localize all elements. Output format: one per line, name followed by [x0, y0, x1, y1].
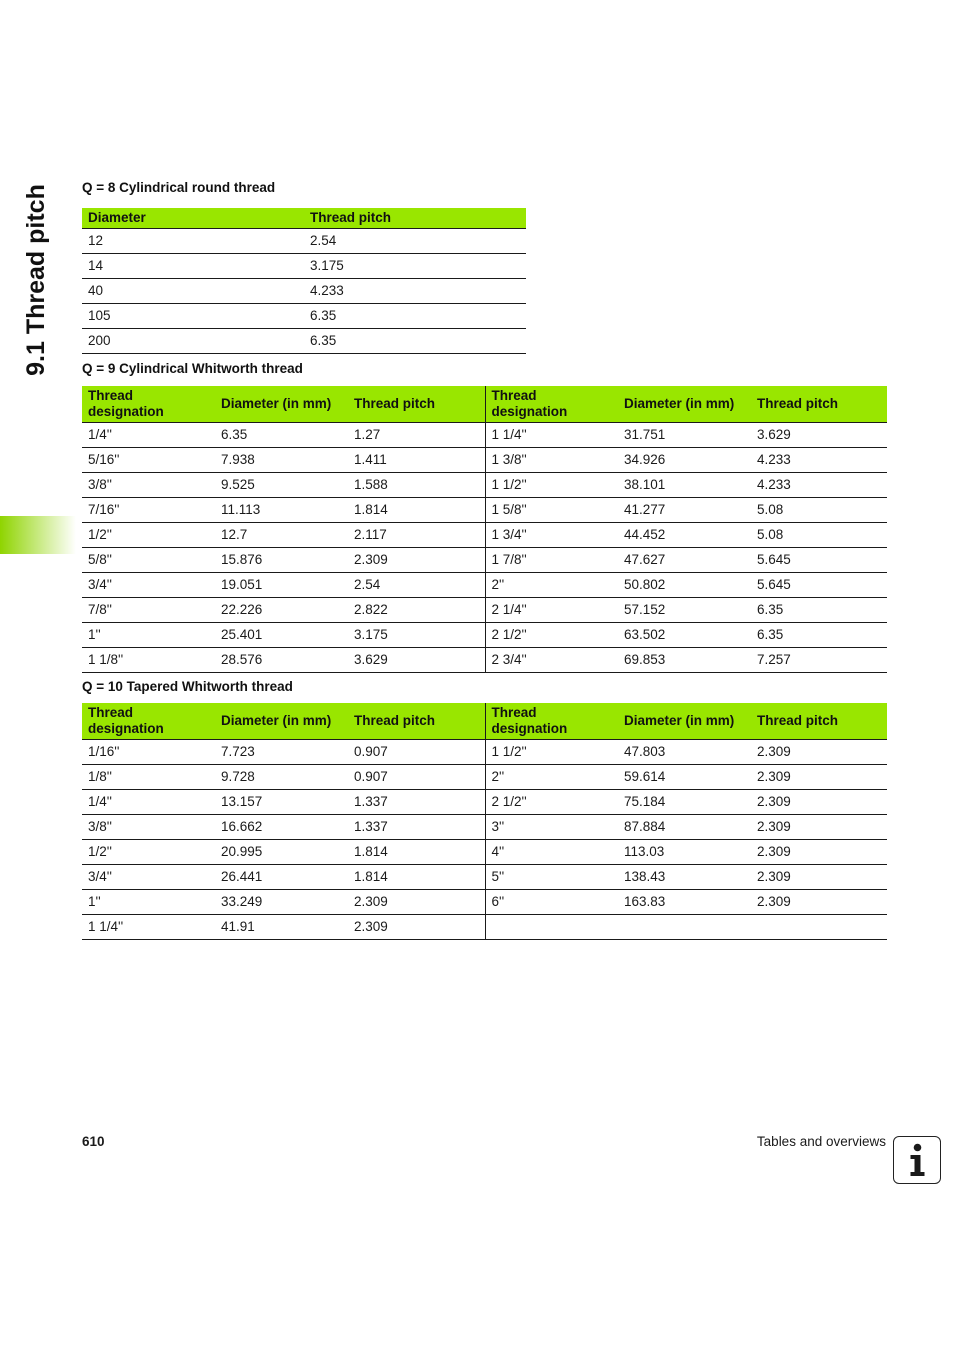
table-cell: 34.926 — [618, 448, 751, 473]
table-row — [82, 598, 887, 623]
table-cell: 25.401 — [215, 623, 348, 648]
section-label: Tables and overviews — [756, 1134, 886, 1149]
table-cell: 3.629 — [751, 423, 887, 448]
table-cell: 16.662 — [215, 815, 348, 840]
table-row — [82, 865, 887, 890]
header-thread-pitch: Thread pitch — [751, 703, 887, 740]
table-row — [82, 648, 887, 673]
table-cell: 7/8'' — [82, 598, 215, 623]
table-row — [82, 304, 526, 329]
table-cell: 2.822 — [348, 598, 485, 623]
table-cell: 20.995 — [215, 840, 348, 865]
table-row — [82, 815, 887, 840]
table-cell: 0.907 — [348, 765, 485, 790]
table-row — [82, 840, 887, 865]
table-cell: 2'' — [485, 573, 618, 598]
table-cell: 2.309 — [751, 765, 887, 790]
table-cell: 44.452 — [618, 523, 751, 548]
table-cell: 2.309 — [348, 548, 485, 573]
table-row — [82, 254, 526, 279]
table-cell: 9.728 — [215, 765, 348, 790]
table-cell: 69.853 — [618, 648, 751, 673]
table2-caption: Q = 9 Cylindrical Whitworth thread — [82, 361, 303, 376]
table-cell: 15.876 — [215, 548, 348, 573]
table-cell: 2.117 — [348, 523, 485, 548]
table-round-thread — [82, 208, 526, 354]
table-header-row — [82, 386, 887, 423]
table-cell: 3.629 — [348, 648, 485, 673]
table-cell: 1/2'' — [82, 840, 215, 865]
table-cell: 4.233 — [751, 473, 887, 498]
table-header-row — [82, 208, 526, 229]
table-cell: 1 7/8'' — [485, 548, 618, 573]
table-cell: 2.309 — [751, 790, 887, 815]
table-cell: 200 — [82, 329, 304, 354]
table1-caption: Q = 8 Cylindrical round thread — [82, 180, 276, 195]
table-cell: 1.337 — [348, 790, 485, 815]
table-cell: 1.814 — [348, 840, 485, 865]
table-cell: 1/4'' — [82, 790, 215, 815]
table-row — [82, 740, 887, 765]
info-icon — [893, 1136, 941, 1184]
table-cell: 1.27 — [348, 423, 485, 448]
header-thread-pitch: Thread pitch — [304, 208, 526, 229]
table-cell: 138.43 — [618, 865, 751, 890]
table-cell: 5/16'' — [82, 448, 215, 473]
table-row — [82, 279, 526, 304]
table-cell: 75.184 — [618, 790, 751, 815]
table-cell: 3/8'' — [82, 473, 215, 498]
table-cell: 2.309 — [348, 890, 485, 915]
table-cell: 2 1/4'' — [485, 598, 618, 623]
table-cell: 6.35 — [304, 304, 526, 329]
table-cell: 6.35 — [215, 423, 348, 448]
table-cell: 105 — [82, 304, 304, 329]
table-cell: 63.502 — [618, 623, 751, 648]
table-cell: 41.277 — [618, 498, 751, 523]
header-diameter: Diameter (in mm) — [215, 386, 348, 423]
table-cell: 2 1/2'' — [485, 623, 618, 648]
table-cell: 3/8'' — [82, 815, 215, 840]
table-cell: 2.309 — [751, 840, 887, 865]
table-cell: 31.751 — [618, 423, 751, 448]
table-cell: 2 3/4'' — [485, 648, 618, 673]
table-cell: 1 1/2'' — [485, 740, 618, 765]
table-cell: 1.588 — [348, 473, 485, 498]
table-cell: 3/4'' — [82, 865, 215, 890]
table-cell: 2.309 — [348, 915, 485, 940]
table-cell: 14 — [82, 254, 304, 279]
table-row — [82, 423, 887, 448]
table-row — [82, 448, 887, 473]
table-cell: 2.309 — [751, 865, 887, 890]
table-cell: 5.645 — [751, 548, 887, 573]
table-cell: 1.337 — [348, 815, 485, 840]
table-cell: 2.54 — [304, 229, 526, 254]
table-cell: 12 — [82, 229, 304, 254]
chapter-title-vertical — [6, 180, 66, 380]
table-cell: 7.938 — [215, 448, 348, 473]
table-cell: 11.113 — [215, 498, 348, 523]
table-row — [82, 890, 887, 915]
chapter-tab-marker — [0, 516, 76, 554]
table-tapered-whitworth — [82, 703, 887, 940]
table-cell: 1/16'' — [82, 740, 215, 765]
table-row — [82, 498, 887, 523]
table-cell: 1 3/4'' — [485, 523, 618, 548]
table-cell: 1'' — [82, 623, 215, 648]
table-cell: 3/4'' — [82, 573, 215, 598]
header-thread-designation: Thread designation — [82, 703, 215, 740]
header-diameter: Diameter — [82, 208, 304, 229]
table-cell: 5.08 — [751, 498, 887, 523]
table-row — [82, 229, 526, 254]
table-cell: 1 5/8'' — [485, 498, 618, 523]
table-row — [82, 523, 887, 548]
table-cell — [485, 915, 618, 940]
table-cell: 1 3/8'' — [485, 448, 618, 473]
table-row — [82, 548, 887, 573]
table-row — [82, 790, 887, 815]
header-thread-designation: Thread designation — [485, 703, 618, 740]
table-cell: 19.051 — [215, 573, 348, 598]
table-cell: 1/2'' — [82, 523, 215, 548]
table-cell: 5.645 — [751, 573, 887, 598]
table-row — [82, 765, 887, 790]
header-thread-designation: Thread designation — [82, 386, 215, 423]
table-cell: 3.175 — [348, 623, 485, 648]
table-cell: 4.233 — [751, 448, 887, 473]
table-row — [82, 329, 526, 354]
table-cell: 1 1/2'' — [485, 473, 618, 498]
table-cell: 6.35 — [751, 598, 887, 623]
table-cell: 3'' — [485, 815, 618, 840]
table-cell: 22.226 — [215, 598, 348, 623]
table-cell: 6'' — [485, 890, 618, 915]
table-cell: 2.309 — [751, 740, 887, 765]
table-cell: 40 — [82, 279, 304, 304]
table-cell: 6.35 — [751, 623, 887, 648]
table-cell: 1 1/8'' — [82, 648, 215, 673]
table-row — [82, 915, 887, 940]
table-cell: 0.907 — [348, 740, 485, 765]
table-cell: 57.152 — [618, 598, 751, 623]
table-row — [82, 473, 887, 498]
table-cell: 4.233 — [304, 279, 526, 304]
table-cell: 7.723 — [215, 740, 348, 765]
table-cell: 12.7 — [215, 523, 348, 548]
header-diameter: Diameter (in mm) — [618, 386, 751, 423]
table-cell: 2'' — [485, 765, 618, 790]
table-cell: 7.257 — [751, 648, 887, 673]
header-thread-designation: Thread designation — [485, 386, 618, 423]
table-cell — [618, 915, 751, 940]
table-cell: 2.309 — [751, 815, 887, 840]
table-row — [82, 573, 887, 598]
table-cell: 41.91 — [215, 915, 348, 940]
table-cell: 7/16'' — [82, 498, 215, 523]
header-thread-pitch: Thread pitch — [348, 703, 485, 740]
table-cell: 163.83 — [618, 890, 751, 915]
table-cell: 33.249 — [215, 890, 348, 915]
header-diameter: Diameter (in mm) — [618, 703, 751, 740]
table-cell: 28.576 — [215, 648, 348, 673]
table-cell: 3.175 — [304, 254, 526, 279]
table-cell: 1/4'' — [82, 423, 215, 448]
table-cell: 38.101 — [618, 473, 751, 498]
table-cell: 13.157 — [215, 790, 348, 815]
table-cell: 50.802 — [618, 573, 751, 598]
table-cell: 47.803 — [618, 740, 751, 765]
table-cell: 5'' — [485, 865, 618, 890]
table-cell: 113.03 — [618, 840, 751, 865]
table-cell: 2.309 — [751, 890, 887, 915]
header-thread-pitch: Thread pitch — [751, 386, 887, 423]
page-number: 610 — [82, 1134, 105, 1149]
table-cell: 1/8'' — [82, 765, 215, 790]
table-cell: 26.441 — [215, 865, 348, 890]
table-cell: 9.525 — [215, 473, 348, 498]
table-cell — [751, 915, 887, 940]
table-header-row — [82, 703, 887, 740]
table-cell: 5/8'' — [82, 548, 215, 573]
header-diameter: Diameter (in mm) — [215, 703, 348, 740]
table-cell: 47.627 — [618, 548, 751, 573]
table-cell: 59.614 — [618, 765, 751, 790]
table-cell: 4'' — [485, 840, 618, 865]
table-cell: 1'' — [82, 890, 215, 915]
table-cell: 1.814 — [348, 865, 485, 890]
table-cell: 2 1/2'' — [485, 790, 618, 815]
table-cell: 2.54 — [348, 573, 485, 598]
header-thread-pitch: Thread pitch — [348, 386, 485, 423]
table-cell: 1 1/4'' — [82, 915, 215, 940]
table-cell: 1.411 — [348, 448, 485, 473]
table-cell: 6.35 — [304, 329, 526, 354]
table-cell: 1 1/4'' — [485, 423, 618, 448]
table-cell: 1.814 — [348, 498, 485, 523]
table3-caption: Q = 10 Tapered Whitworth thread — [82, 679, 293, 694]
table-row — [82, 623, 887, 648]
table-cell: 5.08 — [751, 523, 887, 548]
chapter-title-text: 9.1 Thread pitch — [22, 184, 50, 376]
table-cell: 87.884 — [618, 815, 751, 840]
table-cylindrical-whitworth — [82, 386, 887, 673]
